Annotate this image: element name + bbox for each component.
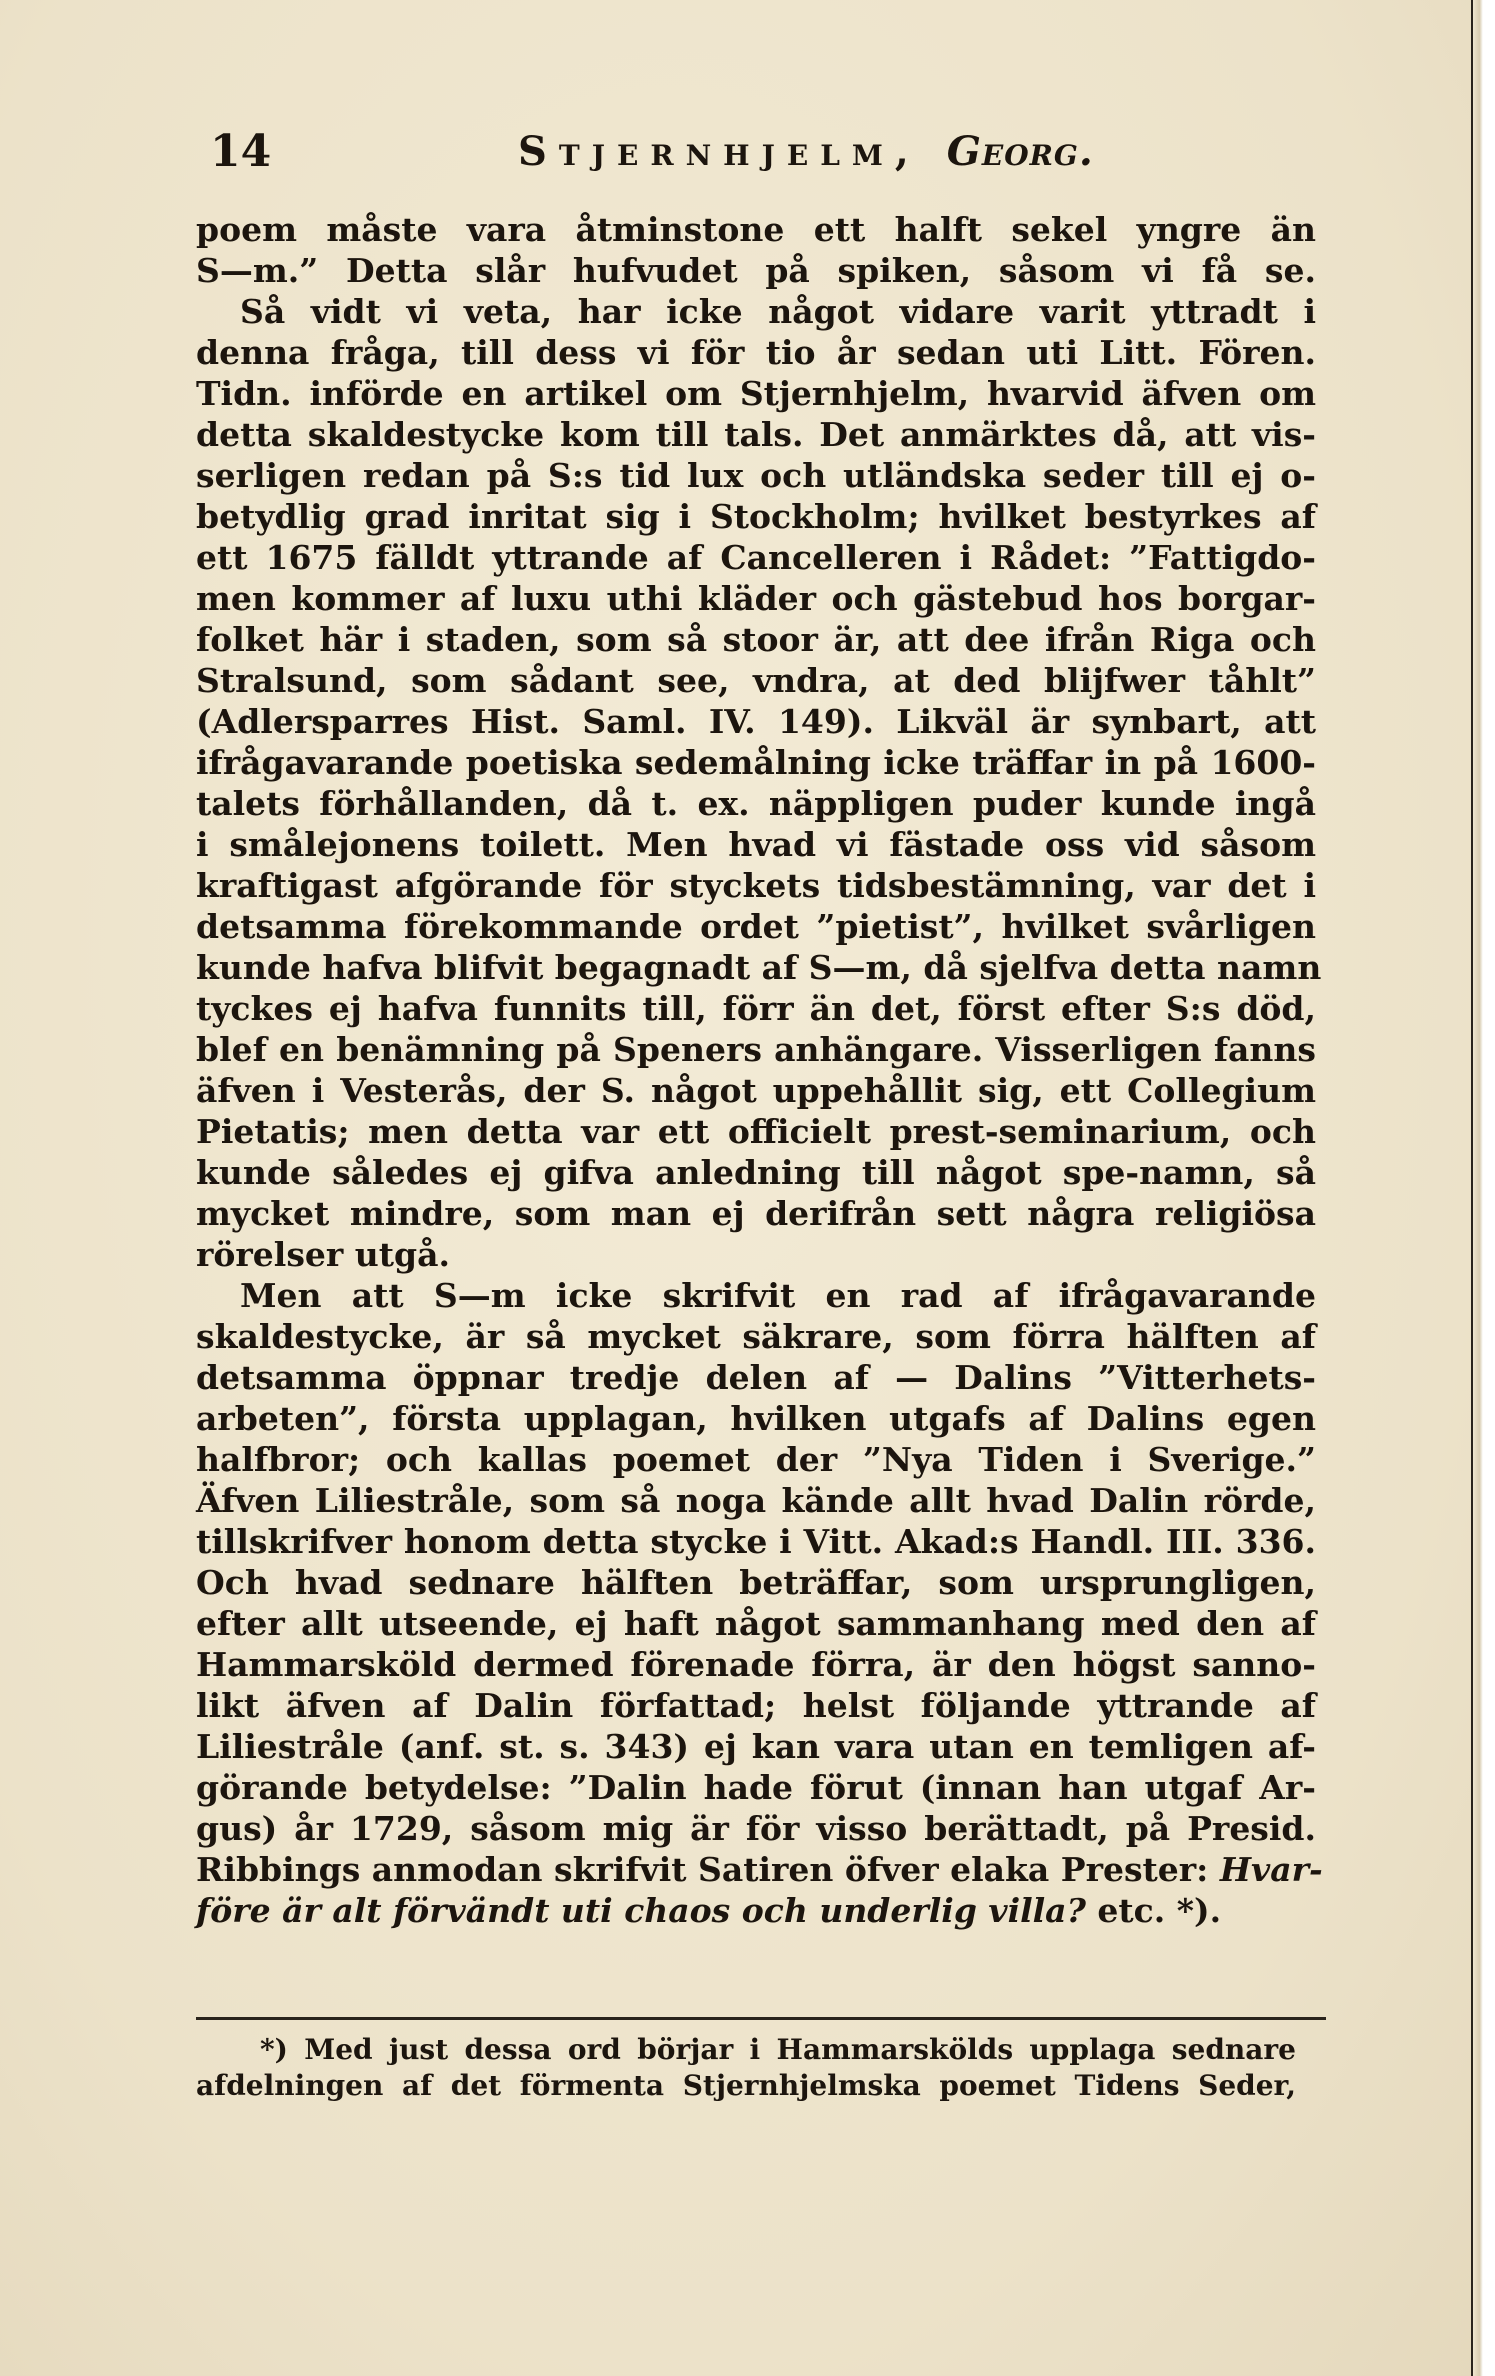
body-line: ifrågavarande poetiska sedemålning icke träffar in på 1600- <box>196 743 1316 782</box>
body-line: Liliestråle (anf. st. s. 343) ej kan vara utan en temligen af- <box>196 1727 1316 1766</box>
body-line: Men att S—m icke skrifvit en rad af ifrågavarande <box>240 1276 1316 1315</box>
footnote-rule <box>196 2017 1326 2020</box>
body-line: detsamma öppnar tredje delen af — Dalins ”Vitterhets- <box>196 1358 1316 1397</box>
body-line: äfven i Vesterås, der S. något uppehållit sig, ett Collegium <box>196 1071 1316 1110</box>
body-line: men kommer af luxu uthi kläder och gästebud hos borgar- <box>196 579 1316 618</box>
body-line: ett 1675 fälldt yttrande af Cancelleren i Rådet: ”Fattigdo- <box>196 538 1316 577</box>
italic-quote-end: före är alt förvändt uti chaos och underlig villa? <box>196 1891 1086 1930</box>
body-line: Tidn. införde en artikel om Stjernhjelm, hvarvid äfven om <box>196 374 1316 413</box>
body-line: kraftigast afgörande för styckets tidsbestämning, var det i <box>196 866 1316 905</box>
body-line: tillskrifver honom detta stycke i Vitt. Akad:s Handl. III. 336. <box>196 1522 1316 1561</box>
author-surname: Stjernhjelm, <box>518 128 921 175</box>
body-line: detsamma förekommande ordet ”pietist”, hvilket svårligen <box>196 907 1316 946</box>
body-line: talets förhållanden, då t. ex. näppligen puder kunde ingå <box>196 784 1316 823</box>
footnote-line: *) Med just dessa ord börjar i Hammarskölds upplaga sednare <box>260 2033 1296 2066</box>
body-line: i smålejonens toilett. Men hvad vi fästade oss vid såsom <box>196 825 1316 864</box>
running-head <box>518 122 1094 182</box>
body-line: Så vidt vi veta, har icke något vidare varit yttradt i <box>240 292 1316 331</box>
body-line: kunde således ej gifva anledning till något spe-namn, så <box>196 1153 1316 1192</box>
author-given-name: Georg. <box>946 128 1094 175</box>
body-line: mycket mindre, som man ej derifrån sett några religiösa <box>196 1194 1316 1233</box>
body-line: tyckes ej hafva funnits till, förr än det, först efter S:s död, <box>196 989 1316 1028</box>
body-line-text: Ribbings anmodan skrifvit Satiren öfver elaka Prester: <box>196 1850 1209 1889</box>
body-line: efter allt utseende, ej haft något sammanhang med den af <box>196 1604 1316 1643</box>
body-line: görande betydelse: ”Dalin hade förut (innan han utgaf Ar- <box>196 1768 1316 1807</box>
body-line: betydlig grad inritat sig i Stockholm; hvilket bestyrkes af <box>196 497 1316 536</box>
body-line: detta skaldestycke kom till tals. Det anmärktes då, att vis- <box>196 415 1316 454</box>
body-line: folket här i staden, som så stoor är, att dee ifrån Riga och <box>196 620 1316 659</box>
body-line: blef en benämning på Speners anhängare. Visserligen fanns <box>196 1030 1316 1069</box>
body-line: gus) år 1729, såsom mig är för visso berättadt, på Presid. <box>196 1809 1316 1848</box>
running-header <box>210 122 1310 182</box>
body-line: Pietatis; men detta var ett officielt prest-seminarium, och <box>196 1112 1316 1151</box>
body-line: Hammarsköld dermed förenade förra, är den högst sanno- <box>196 1645 1316 1684</box>
page-number: 14 <box>210 126 272 177</box>
body-line: kunde hafva blifvit begagnadt af S—m, då sjelfva detta namn <box>196 948 1322 987</box>
body-line: likt äfven af Dalin författad; helst följande yttrande af <box>196 1686 1316 1725</box>
body-line: Och hvad sednare hälften beträffar, som ursprungligen, <box>196 1563 1316 1602</box>
footnote-line: afdelningen af det förmenta Stjernhjelmska poemet Tidens Seder, <box>196 2069 1296 2102</box>
body-line: rörelser utgå. <box>196 1235 450 1274</box>
body-line-tail: etc. *). <box>1085 1891 1222 1930</box>
footnote <box>196 2032 1296 2104</box>
body-line: S—m.” Detta slår hufvudet på spiken, såsom vi få se. <box>196 251 1316 290</box>
body-line: skaldestycke, är så mycket säkrare, som förra hälften af <box>196 1317 1316 1356</box>
page-edge <box>1471 0 1495 2376</box>
body-line: arbeten”, första upplagan, hvilken utgafs af Dalins egen <box>196 1399 1316 1438</box>
body-text <box>196 209 1323 1931</box>
italic-quote-start: Hvar- <box>1219 1850 1323 1889</box>
body-line: (Adlersparres Hist. Saml. IV. 149). Likväl är synbart, att <box>196 702 1316 741</box>
body-line: Äfven Liliestråle, som så noga kände allt hvad Dalin rörde, <box>196 1481 1316 1520</box>
body-line: halfbror; och kallas poemet der ”Nya Tiden i Sverige.” <box>196 1440 1316 1479</box>
body-line: poem måste vara åtminstone ett halft sekel yngre än <box>196 210 1316 249</box>
body-line: denna fråga, till dess vi för tio år sedan uti Litt. Fören. <box>196 333 1316 372</box>
body-line: serligen redan på S:s tid lux och utländska seder till ej o- <box>196 456 1316 495</box>
body-line: Stralsund, som sådant see, vndra, at ded blijfwer tåhlt” <box>196 661 1316 700</box>
body-line-with-italic <box>196 1890 1316 1931</box>
body-line-with-italic <box>196 1849 1323 1890</box>
